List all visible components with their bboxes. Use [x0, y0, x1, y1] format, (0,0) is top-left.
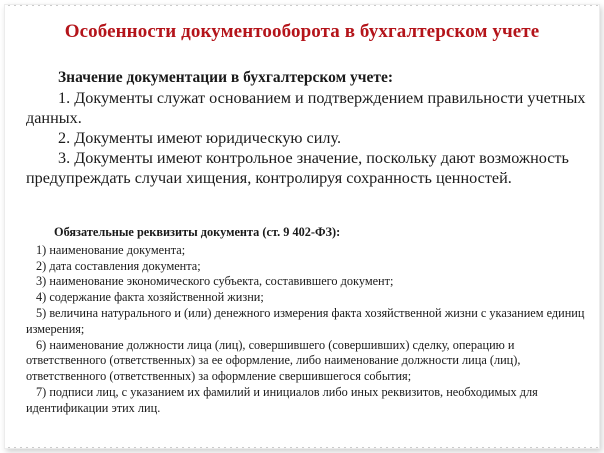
top-dotted-border [6, 3, 598, 7]
list-item: 4) содержание факта хозяйственной жизни; [36, 290, 264, 305]
bottom-dotted-border [6, 446, 598, 450]
section-heading: Значение документации в бухгалтерском учете: [58, 69, 394, 86]
section-heading: Обязательные реквизиты документа (ст. 9 402-ФЗ): [54, 225, 341, 239]
list-item: 7) подписи лиц, с указанием их фамилий и инициалов либо иных реквизитов, необходимых для идентификации этих лиц. [26, 384, 538, 415]
list-item: 2) дата составления документа; [36, 258, 201, 273]
slide-title: Особенности документооборота в бухгалтерском учете [64, 21, 540, 42]
list-item: 1. Документы служат основанием и подтверждением правильности учетных данных. [26, 89, 586, 127]
list-item: 3) наименование экономического субъекта, составившего документ; [36, 274, 394, 289]
list-item: 3. Документы имеют контрольное значение, поскольку дают возможность предупреждать случаи хищения, контролируя сохранность ценностей. [26, 149, 569, 187]
list-item: 5) величина натурального и (или) денежного измерения факта хозяйственной жизни с указанием единиц измерения; [26, 305, 585, 336]
list-item: 6) наименование должности лица (лиц), совершившего (совершивших) сделку, операцию и ответственного (ответственных) за ее оформление, либо наименование должности лица (лиц), ответственного (ответственных) за оформление свершившегося события; [26, 337, 521, 384]
documentation-significance-section [26, 68, 586, 188]
list-item: 1) наименование документа; [36, 242, 186, 257]
list-item: 2. Документы имеют юридическую силу. [58, 129, 341, 147]
mandatory-requisites-section [26, 225, 586, 417]
